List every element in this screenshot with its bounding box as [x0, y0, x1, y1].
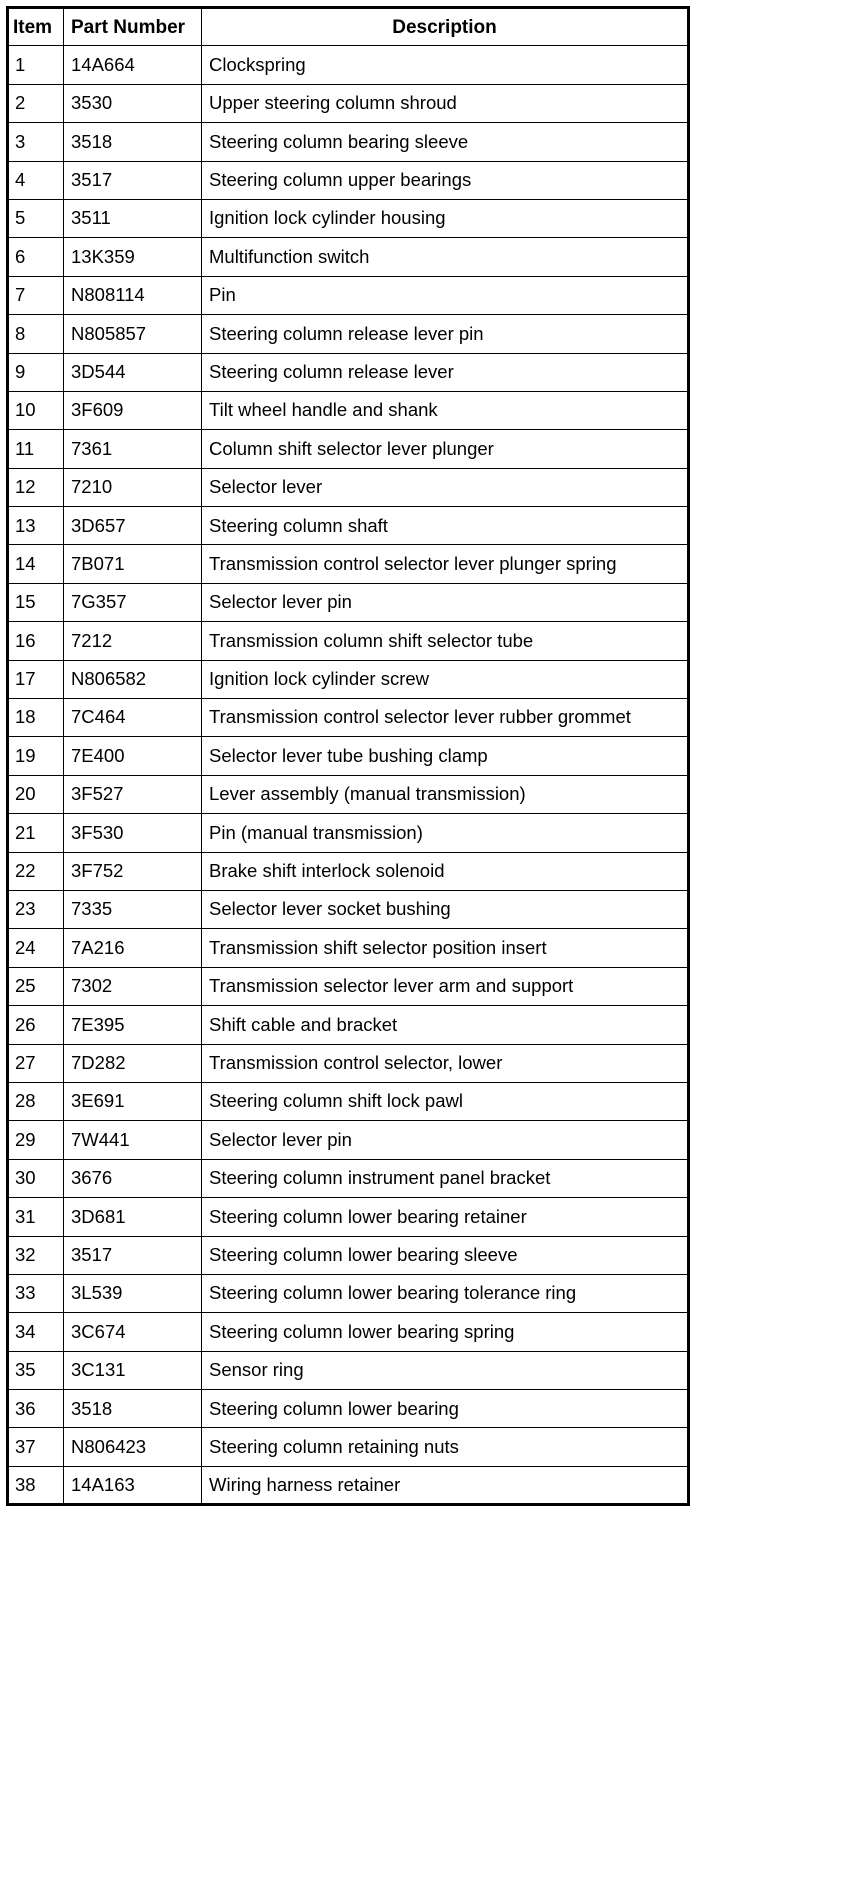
table-row	[8, 814, 689, 852]
table-row	[8, 545, 689, 583]
description-cell: Lever assembly (manual transmission)	[202, 775, 689, 813]
description-cell: Steering column upper bearings	[202, 161, 689, 199]
table-row	[8, 1159, 689, 1197]
description-cell: Sensor ring	[202, 1351, 689, 1389]
part-number-cell: 7G357	[64, 583, 202, 621]
item-cell: 32	[8, 1236, 64, 1274]
part-number-cell: 7E395	[64, 1006, 202, 1044]
item-cell: 17	[8, 660, 64, 698]
description-cell: Steering column release lever	[202, 353, 689, 391]
description-cell: Transmission shift selector position insert	[202, 929, 689, 967]
description-cell: Steering column bearing sleeve	[202, 123, 689, 161]
description-cell: Selector lever socket bushing	[202, 890, 689, 928]
item-cell: 16	[8, 622, 64, 660]
item-cell: 1	[8, 46, 64, 84]
table-row	[8, 1082, 689, 1120]
part-number-cell: 3E691	[64, 1082, 202, 1120]
part-number-cell: 7335	[64, 890, 202, 928]
table-row	[8, 468, 689, 506]
table-row	[8, 46, 689, 84]
description-cell: Column shift selector lever plunger	[202, 430, 689, 468]
item-cell: 13	[8, 507, 64, 545]
description-cell: Transmission selector lever arm and support	[202, 967, 689, 1005]
item-cell: 6	[8, 238, 64, 276]
part-number-cell: 7A216	[64, 929, 202, 967]
table-row	[8, 583, 689, 621]
table-row	[8, 1428, 689, 1466]
part-number-cell: 3517	[64, 161, 202, 199]
description-cell: Steering column release lever pin	[202, 315, 689, 353]
table-row	[8, 929, 689, 967]
table-row	[8, 84, 689, 122]
item-cell: 18	[8, 699, 64, 737]
part-number-cell: 14A163	[64, 1466, 202, 1504]
table-row	[8, 315, 689, 353]
part-number-cell: 3L539	[64, 1274, 202, 1312]
item-cell: 24	[8, 929, 64, 967]
table-row	[8, 852, 689, 890]
part-number-cell: N806423	[64, 1428, 202, 1466]
part-number-cell: 3D657	[64, 507, 202, 545]
table-row	[8, 507, 689, 545]
description-cell: Steering column instrument panel bracket	[202, 1159, 689, 1197]
item-cell: 33	[8, 1274, 64, 1312]
table-row	[8, 1274, 689, 1312]
item-cell: 10	[8, 391, 64, 429]
item-cell: 37	[8, 1428, 64, 1466]
table-row	[8, 1236, 689, 1274]
description-cell: Shift cable and bracket	[202, 1006, 689, 1044]
part-number-cell: 3D681	[64, 1198, 202, 1236]
part-number-cell: 7212	[64, 622, 202, 660]
table-row	[8, 1351, 689, 1389]
table-row	[8, 1044, 689, 1082]
header-row	[8, 8, 689, 46]
table-row	[8, 1466, 689, 1504]
description-cell: Pin (manual transmission)	[202, 814, 689, 852]
part-number-cell: 7210	[64, 468, 202, 506]
description-cell: Selector lever pin	[202, 583, 689, 621]
description-cell: Clockspring	[202, 46, 689, 84]
item-cell: 4	[8, 161, 64, 199]
part-number-cell: 7E400	[64, 737, 202, 775]
part-number-cell: 3F752	[64, 852, 202, 890]
item-cell: 14	[8, 545, 64, 583]
table-row	[8, 967, 689, 1005]
description-cell: Steering column shaft	[202, 507, 689, 545]
description-cell: Steering column retaining nuts	[202, 1428, 689, 1466]
item-cell: 11	[8, 430, 64, 468]
description-cell: Pin	[202, 276, 689, 314]
table-row	[8, 890, 689, 928]
table-row	[8, 123, 689, 161]
part-number-cell: 13K359	[64, 238, 202, 276]
item-cell: 5	[8, 199, 64, 237]
description-cell: Transmission column shift selector tube	[202, 622, 689, 660]
part-number-cell: N808114	[64, 276, 202, 314]
item-cell: 23	[8, 890, 64, 928]
description-cell: Steering column lower bearing	[202, 1390, 689, 1428]
item-cell: 22	[8, 852, 64, 890]
item-cell: 20	[8, 775, 64, 813]
table-row	[8, 199, 689, 237]
part-number-cell: 3676	[64, 1159, 202, 1197]
part-number-cell: 7361	[64, 430, 202, 468]
part-number-cell: 3F530	[64, 814, 202, 852]
part-number-cell: 3511	[64, 199, 202, 237]
item-cell: 38	[8, 1466, 64, 1504]
header-part-number: Part Number	[64, 8, 202, 46]
part-number-cell: 3F527	[64, 775, 202, 813]
description-cell: Multifunction switch	[202, 238, 689, 276]
part-number-cell: 3518	[64, 1390, 202, 1428]
part-number-cell: 14A664	[64, 46, 202, 84]
item-cell: 36	[8, 1390, 64, 1428]
part-number-cell: 3517	[64, 1236, 202, 1274]
table-body	[8, 46, 689, 1505]
description-cell: Ignition lock cylinder screw	[202, 660, 689, 698]
part-number-cell: 7D282	[64, 1044, 202, 1082]
item-cell: 35	[8, 1351, 64, 1389]
part-number-cell: 3F609	[64, 391, 202, 429]
parts-table	[6, 6, 690, 1506]
description-cell: Steering column lower bearing retainer	[202, 1198, 689, 1236]
description-cell: Selector lever pin	[202, 1121, 689, 1159]
item-cell: 2	[8, 84, 64, 122]
item-cell: 8	[8, 315, 64, 353]
table-row	[8, 353, 689, 391]
description-cell: Brake shift interlock solenoid	[202, 852, 689, 890]
table-header	[8, 8, 689, 46]
header-description: Description	[202, 8, 689, 46]
table-row	[8, 1121, 689, 1159]
item-cell: 31	[8, 1198, 64, 1236]
table-row	[8, 737, 689, 775]
item-cell: 12	[8, 468, 64, 506]
item-cell: 34	[8, 1313, 64, 1351]
item-cell: 7	[8, 276, 64, 314]
table-row	[8, 1198, 689, 1236]
table-row	[8, 1390, 689, 1428]
table-row	[8, 161, 689, 199]
item-cell: 26	[8, 1006, 64, 1044]
table-row	[8, 391, 689, 429]
description-cell: Steering column lower bearing tolerance ring	[202, 1274, 689, 1312]
item-cell: 19	[8, 737, 64, 775]
item-cell: 27	[8, 1044, 64, 1082]
description-cell: Selector lever	[202, 468, 689, 506]
table-row	[8, 660, 689, 698]
item-cell: 25	[8, 967, 64, 1005]
part-number-cell: 7C464	[64, 699, 202, 737]
table-row	[8, 775, 689, 813]
table-row	[8, 276, 689, 314]
header-item: Item	[8, 8, 64, 46]
description-cell: Transmission control selector lever rubber grommet	[202, 699, 689, 737]
part-number-cell: 7302	[64, 967, 202, 1005]
description-cell: Upper steering column shroud	[202, 84, 689, 122]
item-cell: 29	[8, 1121, 64, 1159]
description-cell: Ignition lock cylinder housing	[202, 199, 689, 237]
table-row	[8, 699, 689, 737]
table-row	[8, 1313, 689, 1351]
item-cell: 28	[8, 1082, 64, 1120]
part-number-cell: 3C674	[64, 1313, 202, 1351]
table-row	[8, 430, 689, 468]
table-row	[8, 238, 689, 276]
item-cell: 3	[8, 123, 64, 161]
description-cell: Transmission control selector lever plunger spring	[202, 545, 689, 583]
part-number-cell: 3C131	[64, 1351, 202, 1389]
item-cell: 21	[8, 814, 64, 852]
description-cell: Tilt wheel handle and shank	[202, 391, 689, 429]
part-number-cell: N806582	[64, 660, 202, 698]
item-cell: 30	[8, 1159, 64, 1197]
item-cell: 15	[8, 583, 64, 621]
description-cell: Wiring harness retainer	[202, 1466, 689, 1504]
part-number-cell: 3530	[64, 84, 202, 122]
description-cell: Steering column lower bearing sleeve	[202, 1236, 689, 1274]
part-number-cell: 3518	[64, 123, 202, 161]
description-cell: Steering column shift lock pawl	[202, 1082, 689, 1120]
description-cell: Steering column lower bearing spring	[202, 1313, 689, 1351]
part-number-cell: 7B071	[64, 545, 202, 583]
description-cell: Transmission control selector, lower	[202, 1044, 689, 1082]
description-cell: Selector lever tube bushing clamp	[202, 737, 689, 775]
part-number-cell: N805857	[64, 315, 202, 353]
part-number-cell: 7W441	[64, 1121, 202, 1159]
part-number-cell: 3D544	[64, 353, 202, 391]
item-cell: 9	[8, 353, 64, 391]
table-row	[8, 622, 689, 660]
table-row	[8, 1006, 689, 1044]
